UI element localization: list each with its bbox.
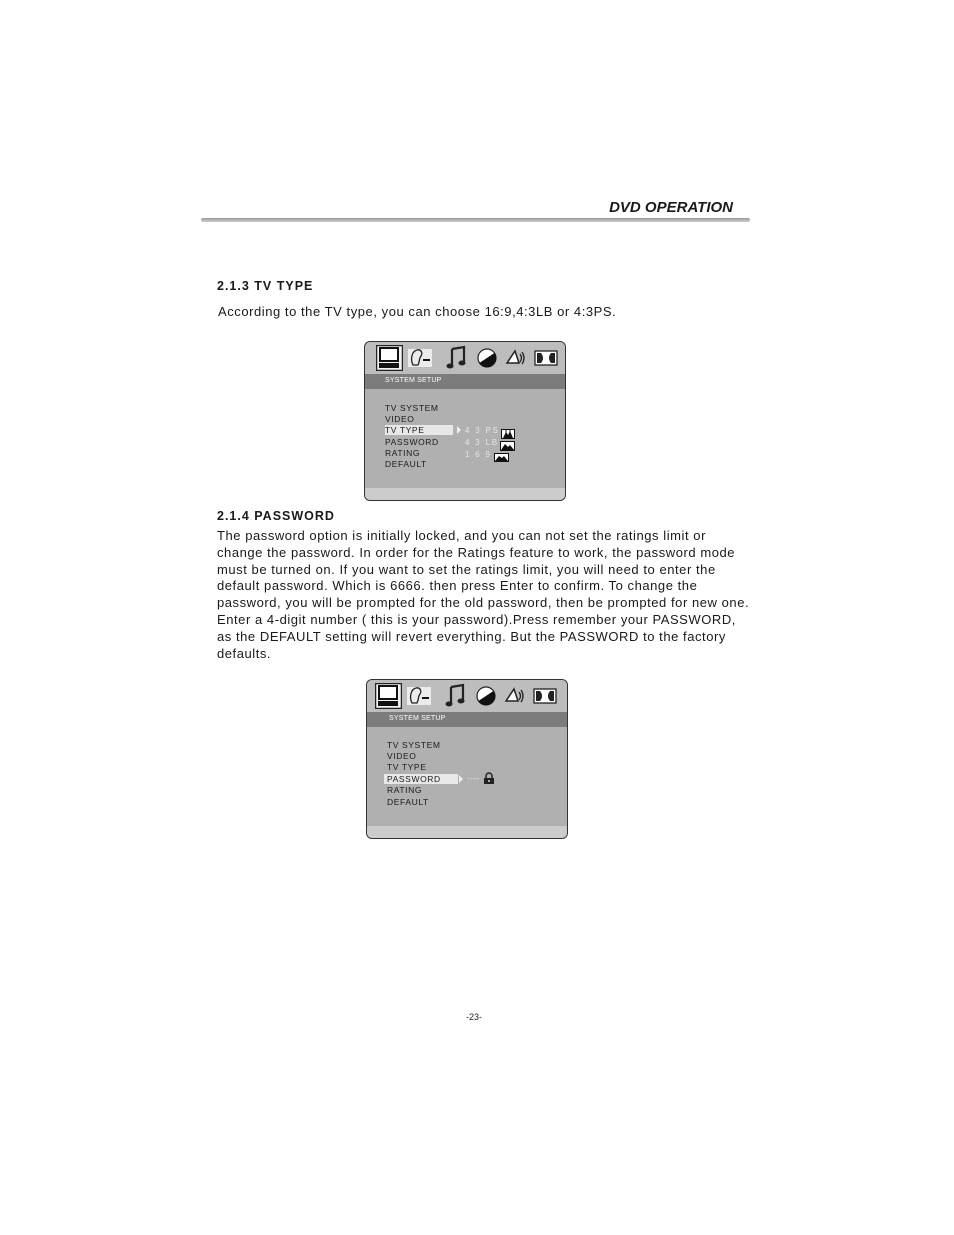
speaker-icon [505, 345, 527, 370]
osd-icon-bar [367, 680, 567, 712]
password-description [217, 528, 749, 662]
password-text-line: as the DEFAULT setting will revert everything. But the PASSWORD to the factory [217, 628, 726, 644]
osd-title: SYSTEM SETUP [389, 715, 446, 722]
option-4-3-ps[interactable]: 4 3 PS [465, 426, 500, 435]
submenu-arrow-icon [459, 775, 463, 783]
tv-type-heading: 2.1.3 TV TYPE [217, 279, 314, 293]
option-4-3-lb[interactable]: 4 3 LB [465, 438, 499, 447]
password-text-line: password, you will be prompted for the old password, then be prompted for new one. [217, 595, 750, 611]
menu-item-video[interactable]: VIDEO [385, 414, 415, 424]
menu-item-tv-system[interactable]: TV SYSTEM [385, 403, 439, 413]
tv-icon [376, 345, 403, 370]
aspect-wide-icon [494, 449, 509, 467]
password-text-line: must be turned on. If you want to set the ratings limit, you will need to enter the [217, 561, 716, 577]
menu-item-default[interactable]: DEFAULT [385, 459, 427, 469]
menu-item-rating[interactable]: RATING [385, 448, 421, 458]
password-text-line: Enter a 4-digit number ( this is your password).Press remember your PASSWORD, [217, 611, 736, 627]
osd-title: SYSTEM SETUP [385, 377, 442, 384]
osd-bottom-strip [367, 826, 567, 838]
dolby-icon [533, 683, 557, 708]
password-heading: 2.1.4 PASSWORD [217, 509, 335, 523]
language-icon [407, 683, 433, 708]
video-half-circle-icon [475, 683, 497, 708]
language-icon [408, 345, 434, 370]
menu-item-rating[interactable]: RATING [387, 785, 423, 795]
menu-item-tv-type[interactable]: TV TYPE [387, 762, 427, 772]
header-divider [201, 218, 750, 222]
speaker-icon [504, 683, 526, 708]
password-text-line: The password option is initially locked, and you can not set the ratings limit or [217, 528, 706, 543]
password-osd-screen [366, 679, 568, 839]
tv-type-osd-screen [364, 341, 566, 501]
menu-item-tv-system[interactable]: TV SYSTEM [387, 740, 441, 750]
password-text-line: defaults. [217, 645, 272, 661]
music-note-icon [445, 683, 465, 708]
tv-icon [375, 683, 402, 708]
dolby-icon [534, 345, 558, 370]
video-half-circle-icon [476, 345, 498, 370]
music-note-icon [446, 345, 466, 370]
lock-icon [483, 771, 495, 789]
menu-item-password[interactable]: PASSWORD [385, 437, 439, 447]
menu-item-video[interactable]: VIDEO [387, 751, 417, 761]
password-input-value[interactable]: ---- [467, 774, 480, 783]
tv-type-description: According to the TV type, you can choose 16:9,4:3LB or 4:3PS. [218, 304, 617, 319]
option-16-9[interactable]: 1 6 9 [465, 450, 492, 459]
osd-bottom-strip [365, 488, 565, 500]
menu-item-password-selected[interactable]: PASSWORD [384, 774, 458, 784]
page-number: -23- [465, 1012, 482, 1022]
password-text-line: change the password. In order for the Ratings feature to work, the password mode [217, 544, 736, 560]
submenu-arrow-icon [457, 426, 461, 434]
osd-icon-bar [365, 342, 565, 374]
menu-item-tv-type-selected[interactable]: TV TYPE [385, 425, 453, 435]
page-header-title: DVD OPERATION [609, 199, 733, 216]
osd-title-bar [367, 712, 567, 727]
menu-item-default[interactable]: DEFAULT [387, 797, 429, 807]
password-text-line: default password. Which is 6666. then press Enter to confirm. To change the [217, 578, 698, 594]
osd-title-bar [365, 374, 565, 389]
